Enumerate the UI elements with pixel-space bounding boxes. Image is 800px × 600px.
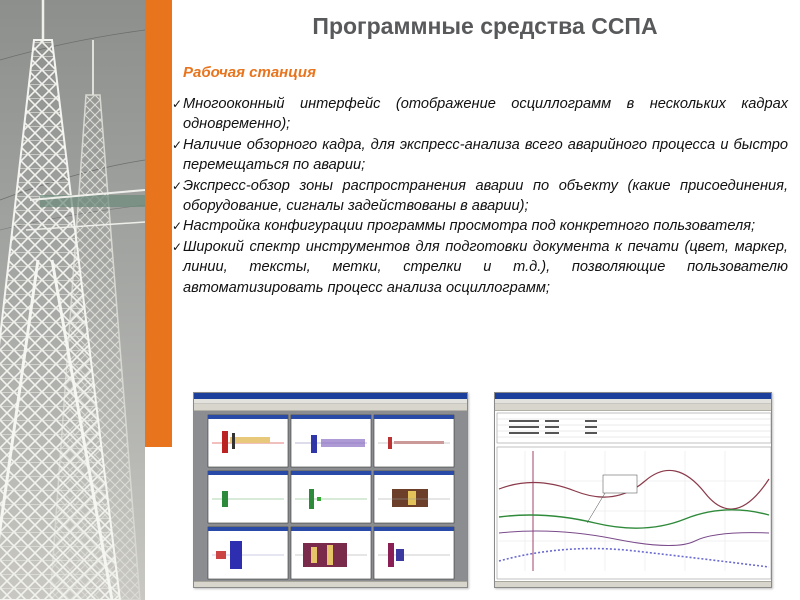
window-statusbar xyxy=(194,581,467,587)
checkmark-icon: ✓ xyxy=(172,219,183,234)
power-pylons-photo xyxy=(0,0,145,600)
analysis-screenshot xyxy=(494,392,772,588)
window-toolbar xyxy=(495,404,771,411)
slide-title: Программные средства ССПА xyxy=(312,13,658,39)
feature-item: ✓ Настройка конфигурации программы просмотра под конкретного пользователя; xyxy=(172,216,788,236)
multi-window-screenshot xyxy=(193,392,468,588)
pylon-illustration xyxy=(0,0,145,600)
window-statusbar xyxy=(495,581,771,587)
checkmark-icon: ✓ xyxy=(172,239,183,254)
analysis-plot xyxy=(495,411,772,583)
checkmark-icon: ✓ xyxy=(172,97,183,111)
feature-item: ✓ Многооконный интерфейс (отображение осциллограмм в нескольких кадрах одновременно); xyxy=(172,96,788,133)
oscillogram-frames xyxy=(208,415,454,579)
section-heading: Рабочая станция xyxy=(183,64,316,81)
oscillogram-grid xyxy=(194,411,468,583)
checkmark-icon: ✓ xyxy=(172,137,183,152)
window-toolbar xyxy=(194,404,467,411)
feature-item: ✓ Экспресс-обзор зоны распространения аварии по объекту (какие присоединения, оборудование, сигналы задействованы в аварии); xyxy=(172,177,788,215)
feature-item: ✓ Широкий спектр инструментов для подготовки документа к печати (цвет, маркер, линии, тексты, метки, стрелки и т.д.), позволяющие пользователю автоматизировать процесс анализа осциллограмм; xyxy=(172,238,788,296)
checkmark-icon: ✓ xyxy=(172,178,183,193)
accent-strip xyxy=(145,0,172,447)
feature-item: ✓ Наличие обзорного кадра, для экспресс-анализа всего аварийного процесса и быстро перемещаться по аварии; xyxy=(172,136,788,174)
feature-list xyxy=(172,94,788,298)
